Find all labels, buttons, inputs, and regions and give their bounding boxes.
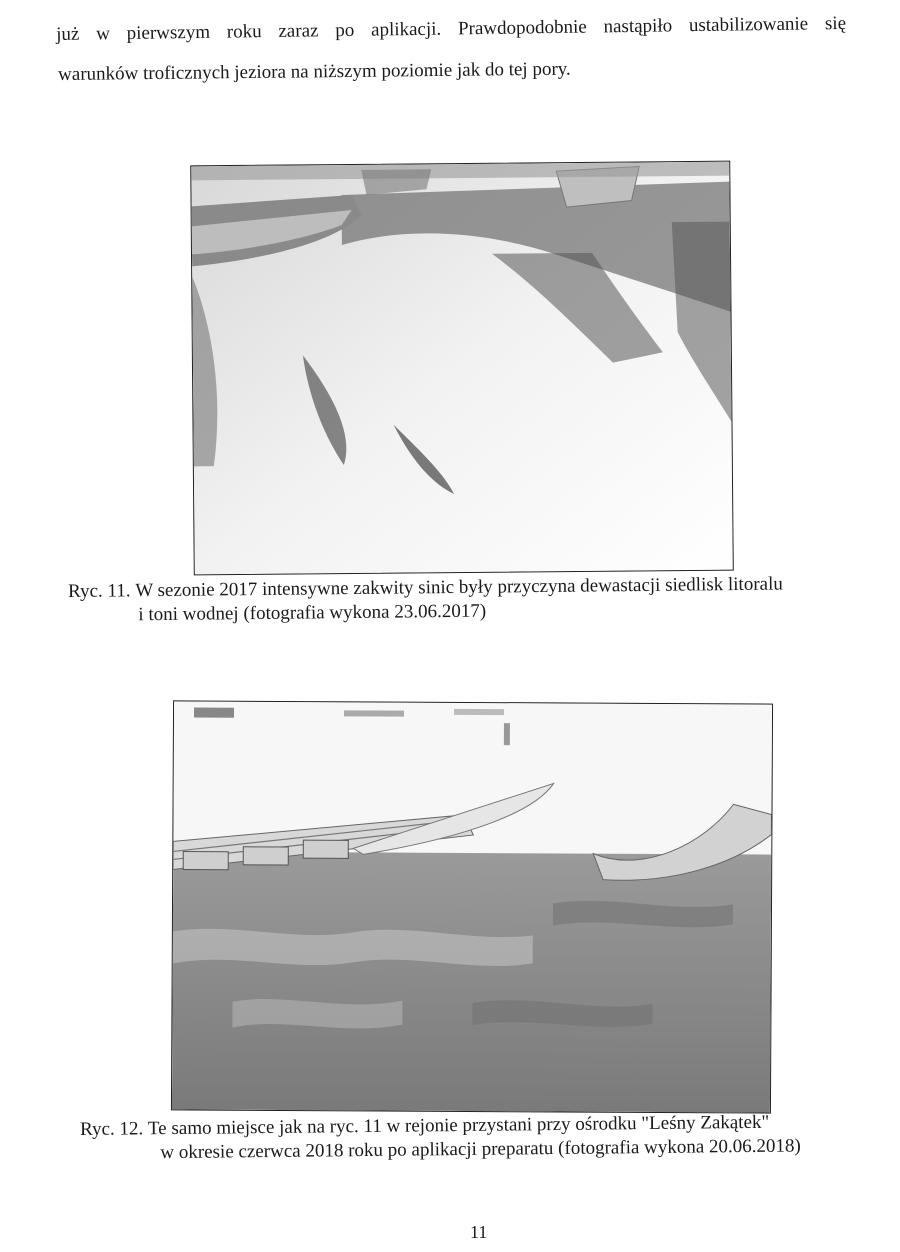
paragraph-line-1: już w pierwszym roku zaraz po aplikacji. Prawdopodobnie nastąpiło ustabilizowanie się	[56, 12, 847, 45]
page-number: 11	[470, 1222, 488, 1242]
figure-11-caption	[68, 573, 783, 628]
figure-12-caption-line-2: w okresie czerwca 2018 roku po aplikacji preparatu (fotografia wykona 20.06.2018)	[160, 1135, 801, 1163]
figure-12-photo	[171, 700, 773, 1113]
figure-12-image	[172, 701, 772, 1112]
figure-12-caption	[80, 1110, 801, 1165]
figure-11-image	[191, 162, 733, 575]
figure-12-caption-line-1: Te samo miejsce jak na ryc. 11 w rejonie przystani przy ośrodku "Leśny Zakątek"	[147, 1111, 770, 1140]
paragraph-line-2: warunków troficznych jeziora na niższym poziomie jak do tej pory.	[58, 58, 571, 85]
figure-11-caption-line-1: W sezonie 2017 intensywne zakwity sinic były przyczyna dewastacji siedlisk litoralu	[135, 573, 783, 602]
figure-11-photo	[190, 161, 734, 576]
figure-12-label: Ryc. 12.	[80, 1118, 144, 1140]
figure-11-caption-line-2: i toni wodnej (fotografia wykona 23.06.2017)	[138, 600, 487, 626]
figure-11-label: Ryc. 11.	[68, 580, 131, 602]
